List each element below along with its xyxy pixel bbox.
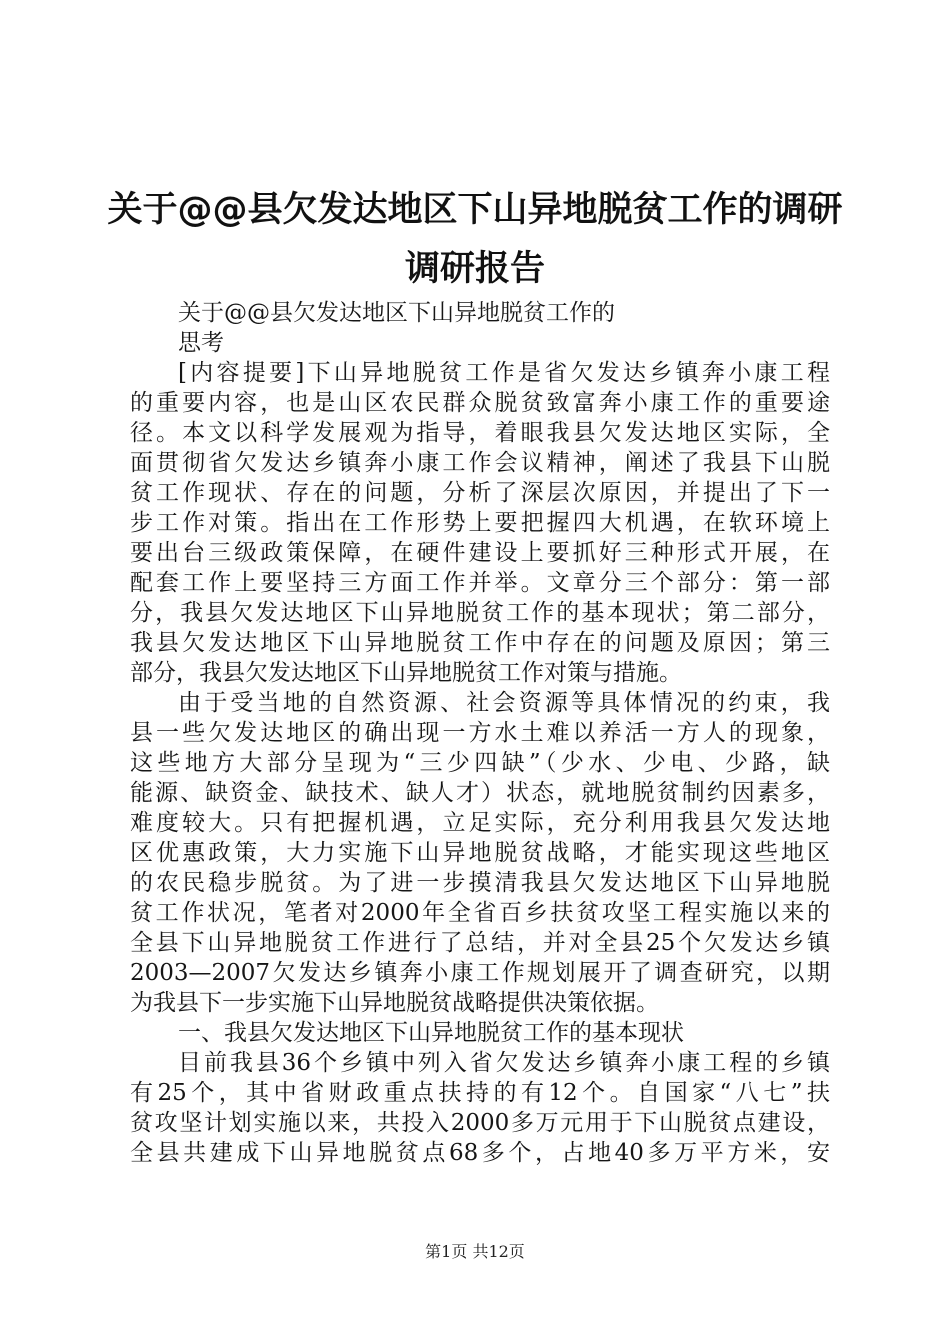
page-footer: 第1页 共12页 <box>425 1242 525 1261</box>
abstract-line: 分，我县欠发达地区下山异地脱贫工作的基本现状；第二部分， <box>130 600 830 626</box>
document-body <box>130 298 830 1168</box>
abstract-line: 贫工作现状、存在的问题，分析了深层次原因，并提出了下一 <box>130 480 830 506</box>
subtitle-line: 思考 <box>178 330 224 356</box>
document-title-line-1: 关于@@县欠发达地区下山异地脱贫工作的调研 <box>107 190 843 230</box>
document-title-line-2: 调研报告 <box>404 249 545 289</box>
paragraph-line: 全县下山异地脱贫工作进行了总结，并对全县25个欠发达乡镇 <box>130 930 830 956</box>
abstract-line: 的重要内容，也是山区农民群众脱贫致富奔小康工作的重要途 <box>130 390 830 416</box>
abstract-line: 配套工作上要坚持三方面工作并举。文章分三个部分：第一部 <box>130 570 830 596</box>
paragraph-line: 有25个，其中省财政重点扶持的有12个。自国家“八七”扶 <box>130 1080 830 1106</box>
paragraph-line: 的农民稳步脱贫。为了进一步摸清我县欠发达地区下山异地脱 <box>130 870 830 896</box>
section-heading: 一、我县欠发达地区下山异地脱贫工作的基本现状 <box>178 1020 684 1046</box>
paragraph-line: 区优惠政策，大力实施下山异地脱贫战略，才能实现这些地区 <box>130 840 830 866</box>
paragraph-line: 全县共建成下山异地脱贫点68多个，占地40多万平方米，安 <box>130 1140 830 1166</box>
abstract-line: 要出台三级政策保障，在硬件建设上要抓好三种形式开展，在 <box>130 540 830 566</box>
abstract-line: [内容提要]下山异地脱贫工作是省欠发达乡镇奔小康工程 <box>178 360 830 386</box>
paragraph-line: 贫工作状况，笔者对2000年全省百乡扶贫攻坚工程实施以来的 <box>130 900 830 926</box>
abstract-line: 径。本文以科学发展观为指导，着眼我县欠发达地区实际，全 <box>130 420 830 446</box>
paragraph-line: 县一些欠发达地区的确出现一方水土难以养活一方人的现象， <box>130 720 830 746</box>
paragraph-line: 2003—2007欠发达乡镇奔小康工作规划展开了调查研究，以期 <box>130 960 830 986</box>
subtitle-line: 关于@@县欠发达地区下山异地脱贫工作的 <box>178 300 615 326</box>
paragraph-line: 由于受当地的自然资源、社会资源等具体情况的约束，我 <box>178 690 830 716</box>
abstract-line: 步工作对策。指出在工作形势上要把握四大机遇，在软环境上 <box>130 510 830 536</box>
paragraph-line: 难度较大。只有把握机遇，立足实际，充分利用我县欠发达地 <box>130 810 830 836</box>
abstract-line: 部分，我县欠发达地区下山异地脱贫工作对策与措施。 <box>130 660 682 686</box>
abstract-line: 我县欠发达地区下山异地脱贫工作中存在的问题及原因；第三 <box>130 630 830 656</box>
paragraph-line: 为我县下一步实施下山异地脱贫战略提供决策依据。 <box>130 990 659 1016</box>
paragraph-line: 这些地方大部分呈现为“三少四缺”（少水、少电、少路，缺 <box>130 750 830 776</box>
paragraph-line: 目前我县36个乡镇中列入省欠发达乡镇奔小康工程的乡镇 <box>178 1050 830 1076</box>
abstract-line: 面贯彻省欠发达乡镇奔小康工作会议精神，阐述了我县下山脱 <box>130 450 830 476</box>
paragraph-line: 能源、缺资金、缺技术、缺人才）状态，就地脱贫制约因素多， <box>130 780 830 806</box>
paragraph-line: 贫攻坚计划实施以来，共投入2000多万元用于下山脱贫点建设， <box>130 1110 830 1136</box>
